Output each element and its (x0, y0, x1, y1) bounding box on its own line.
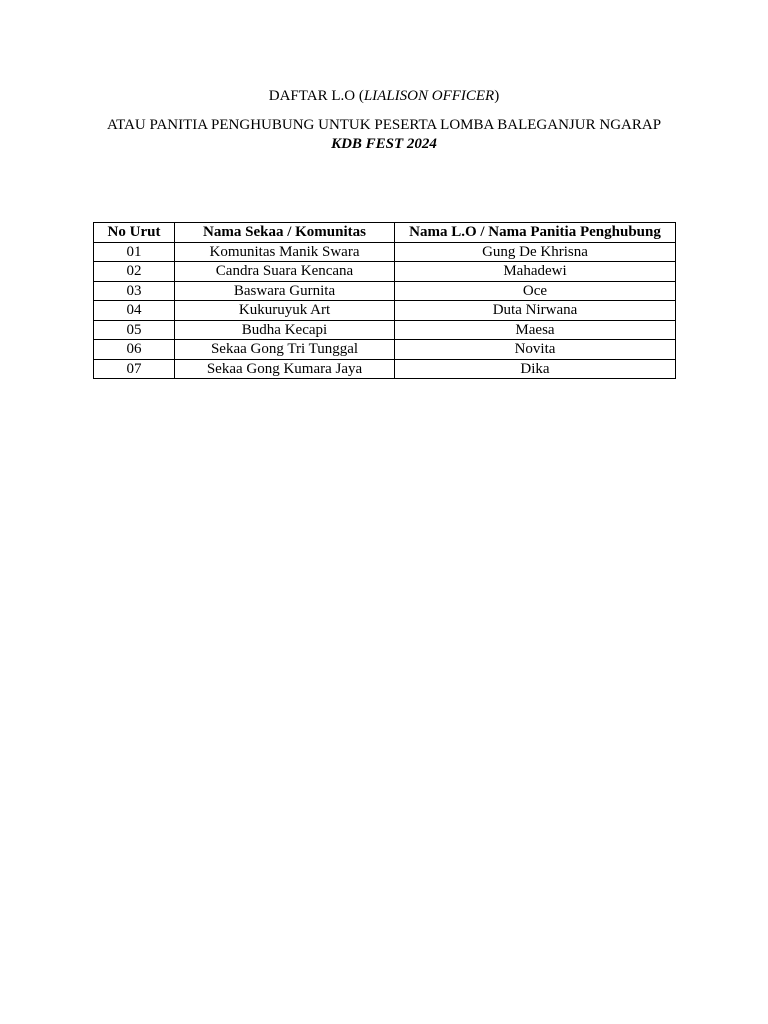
cell-no-urut: 03 (94, 281, 175, 301)
cell-nama-sekaa: Baswara Gurnita (175, 281, 395, 301)
cell-nama-lo: Maesa (395, 320, 676, 340)
table-row (94, 242, 676, 262)
title-italic: LIALISON OFFICER (363, 88, 495, 104)
cell-nama-sekaa: Sekaa Gong Kumara Jaya (175, 359, 395, 379)
cell-no-urut: 07 (94, 359, 175, 379)
title-prefix: DAFTAR L.O ( (268, 88, 364, 104)
cell-no-urut: 02 (94, 262, 175, 282)
table-row (94, 262, 676, 282)
cell-nama-lo: Gung De Khrisna (395, 242, 676, 262)
cell-no-urut: 06 (94, 340, 175, 360)
column-header-nama-sekaa: Nama Sekaa / Komunitas (175, 223, 395, 243)
cell-nama-sekaa: Komunitas Manik Swara (175, 242, 395, 262)
cell-nama-lo: Oce (395, 281, 676, 301)
table-row (94, 340, 676, 360)
page-title (0, 86, 768, 106)
cell-no-urut: 05 (94, 320, 175, 340)
cell-nama-sekaa: Sekaa Gong Tri Tunggal (175, 340, 395, 360)
title-suffix: ) (494, 88, 500, 104)
table-row (94, 281, 676, 301)
table-row (94, 359, 676, 379)
cell-no-urut: 04 (94, 301, 175, 321)
lo-table (93, 222, 676, 379)
table-row (94, 320, 676, 340)
cell-nama-sekaa: Kukuruyuk Art (175, 301, 395, 321)
column-header-no-urut: No Urut (94, 223, 175, 243)
column-header-nama-lo: Nama L.O / Nama Panitia Penghubung (395, 223, 676, 243)
table-row (94, 301, 676, 321)
table-header-row (94, 223, 676, 243)
cell-nama-sekaa: Candra Suara Kencana (175, 262, 395, 282)
cell-nama-lo: Novita (395, 340, 676, 360)
cell-nama-lo: Dika (395, 359, 676, 379)
cell-nama-lo: Duta Nirwana (395, 301, 676, 321)
event-name: KDB FEST 2024 (331, 136, 437, 152)
cell-nama-lo: Mahadewi (395, 262, 676, 282)
cell-no-urut: 01 (94, 242, 175, 262)
subtitle: ATAU PANITIA PENGHUBUNG UNTUK PESERTA LOMBA BALEGANJUR NGARAP (106, 117, 662, 133)
cell-nama-sekaa: Budha Kecapi (175, 320, 395, 340)
